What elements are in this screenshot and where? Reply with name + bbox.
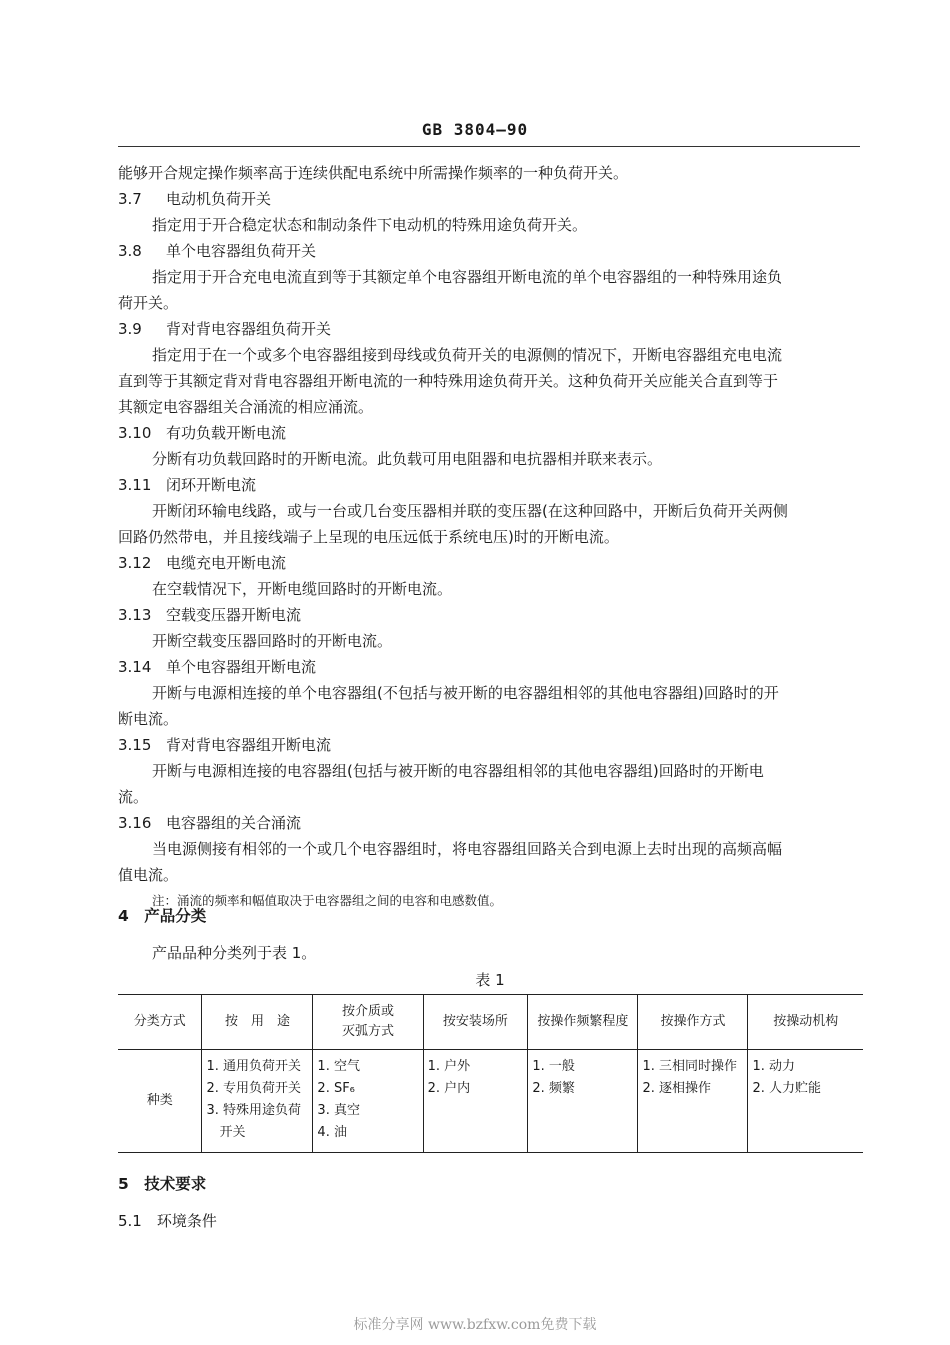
paragraph-line: 开断闭环输电线路，或与一台或几台变压器相并联的变压器(在这种回路中，开断后负荷开关两侧	[152, 502, 788, 520]
table-cell	[423, 1050, 528, 1153]
section-5-1-title: 5.1 环境条件	[118, 1212, 217, 1230]
cell-item: 2. 频繁	[532, 1081, 575, 1096]
paragraph-line: 断电流。	[118, 710, 179, 728]
table-header-row	[118, 995, 863, 1050]
section-heading	[118, 732, 863, 758]
section-heading	[118, 602, 863, 628]
section-number: 3.12	[118, 554, 152, 572]
section-title: 电动机负荷开关	[166, 190, 272, 208]
table-header-cell: 按操动机构	[748, 995, 863, 1050]
cell-item: 2. 户内	[427, 1081, 471, 1096]
section-heading	[118, 654, 863, 680]
section-title: 单个电容器组开断电流	[166, 658, 317, 676]
table-cell	[638, 1050, 748, 1153]
section-heading	[118, 810, 863, 836]
paragraph-line: 开断与电源相连接的电容器组(包括与被开断的电容器组相邻的其他电容器组)回路时的开断电	[152, 762, 764, 780]
paragraph-line: 荷开关。	[118, 294, 179, 312]
section-heading	[118, 472, 863, 498]
table-header-cell: 按操作方式	[638, 995, 748, 1050]
section-number: 3.11	[118, 476, 152, 494]
paragraph-line: 指定用于在一个或多个电容器组接到母线或负荷开关的电源侧的情况下，开断电容器组充电电流	[152, 346, 783, 364]
paragraph-line: 能够开合规定操作频率高于连续供配电系统中所需操作频率的一种负荷开关。	[118, 164, 629, 182]
section-title: 闭环开断电流	[166, 476, 257, 494]
table-cell	[748, 1050, 863, 1153]
cell-item: 2. 逐相操作	[642, 1081, 711, 1096]
row-label: 种类	[118, 1050, 202, 1153]
cell-item: 1. 一般	[532, 1059, 575, 1074]
paragraph-line: 其额定电容器组关合涌流的相应涌流。	[118, 398, 374, 416]
paragraph-line: 分断有功负载回路时的开断电流。此负载可用电阻器和电抗器相并联来表示。	[152, 450, 663, 468]
classification-table	[118, 994, 863, 1153]
section-number: 3.16	[118, 814, 152, 832]
cell-item: 1. 三相同时操作	[642, 1059, 737, 1074]
paragraph-line: 开断空载变压器回路时的开断电流。	[152, 632, 393, 650]
paragraph-line: 指定用于开合充电电流直到等于其额定单个电容器组开断电流的单个电容器组的一种特殊用途负	[152, 268, 783, 286]
table-cell	[202, 1050, 313, 1153]
section-number: 3.14	[118, 658, 152, 676]
body-text	[118, 160, 863, 914]
table-header-cell: 按操作频繁程度	[528, 995, 638, 1050]
section-title: 单个电容器组负荷开关	[166, 242, 317, 260]
document-code: GB 3804—90	[421, 120, 529, 139]
table-caption: 表 1	[475, 971, 505, 989]
section-4-intro: 产品品种分类列于表 1。	[152, 944, 317, 962]
cell-item: 3. 真空	[317, 1103, 360, 1118]
section-heading	[118, 550, 863, 576]
watermark-footer: 标准分享网 www.bzfxw.com免费下载	[353, 1317, 597, 1333]
cell-item: 1. 户外	[427, 1059, 471, 1074]
section-number: 3.7	[118, 190, 142, 208]
section-title: 有功负载开断电流	[166, 424, 287, 442]
paragraph-line: 回路仍然带电，并且接线端子上呈现的电压远低于系统电压)时的开断电流。	[118, 528, 619, 546]
section-number: 3.10	[118, 424, 152, 442]
section-number: 3.13	[118, 606, 152, 624]
note-text: 注：涌流的频率和幅值取决于电容器组之间的电容和电感数值。	[152, 893, 503, 908]
paragraph-line: 在空载情况下，开断电缆回路时的开断电流。	[152, 580, 453, 598]
section-title: 电容器组的关合涌流	[166, 814, 302, 832]
section-heading	[118, 420, 863, 446]
section-number: 3.9	[118, 320, 142, 338]
section-number: 3.8	[118, 242, 142, 260]
section-title: 背对背电容器组负荷开关	[166, 320, 332, 338]
cell-item: 1. 动力	[752, 1059, 796, 1074]
table-cell	[313, 1050, 423, 1153]
section-5-title: 5 技术要求	[118, 1175, 207, 1193]
section-heading	[118, 316, 863, 342]
section-heading	[118, 186, 863, 212]
cell-item: 1. 空气	[317, 1059, 360, 1074]
section-title: 空载变压器开断电流	[166, 606, 302, 624]
paragraph-line: 开断与电源相连接的单个电容器组(不包括与被开断的电容器组相邻的其他电容器组)回路时的开	[152, 684, 779, 702]
section-4-title: 4 产品分类	[118, 907, 207, 925]
paragraph-line: 流。	[118, 788, 149, 806]
paragraph-line: 当电源侧接有相邻的一个或几个电容器组时，将电容器组回路关合到电源上去时出现的高频高幅	[152, 840, 783, 858]
cell-item: 1. 通用负荷开关	[206, 1059, 302, 1074]
header-rule	[118, 146, 860, 147]
cell-item: 2. SF₆	[317, 1081, 355, 1096]
table-cell	[528, 1050, 638, 1153]
table-header-cell: 分类方式	[118, 995, 202, 1050]
table-header-cell: 按 用 途	[202, 995, 313, 1050]
table-row	[118, 1050, 863, 1153]
cell-item: 开关	[206, 1125, 246, 1140]
paragraph-line: 直到等于其额定背对背电容器组开断电流的一种特殊用途负荷开关。这种负荷开关应能关合直到等于	[118, 372, 779, 390]
section-heading	[118, 238, 863, 264]
cell-item: 3. 特殊用途负荷	[206, 1103, 302, 1118]
cell-item: 4. 油	[317, 1125, 347, 1140]
section-title: 电缆充电开断电流	[166, 554, 287, 572]
table-header-cell: 按介质或 灭弧方式	[313, 995, 423, 1050]
cell-item: 2. 专用负荷开关	[206, 1081, 302, 1096]
paragraph-line: 指定用于开合稳定状态和制动条件下电动机的特殊用途负荷开关。	[152, 216, 588, 234]
section-number: 3.15	[118, 736, 152, 754]
cell-item: 2. 人力贮能	[752, 1081, 822, 1096]
paragraph-line: 值电流。	[118, 866, 179, 884]
table-header-cell: 按安装场所	[423, 995, 528, 1050]
section-title: 背对背电容器组开断电流	[166, 736, 332, 754]
